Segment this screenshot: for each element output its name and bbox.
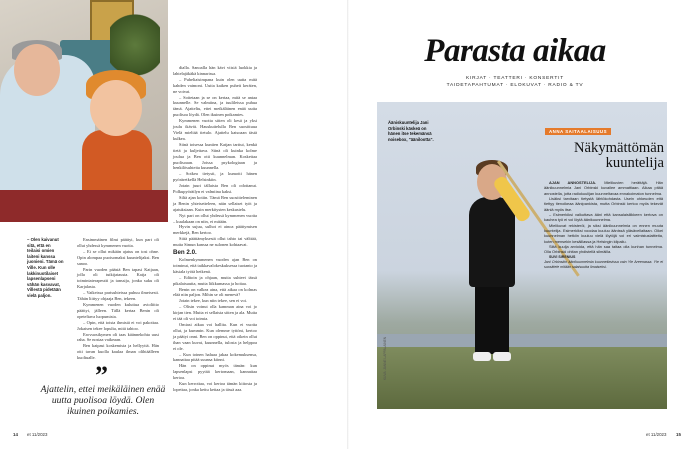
paragraph: Erovuosikymen oli taas käännekohta uusi raha. Se nostaa vaikeaan. (77, 331, 159, 343)
paragraph: Nyt pari on ollut yhdessä kymmenen vuotta – kuulakaan on niin, ei mitään. (173, 212, 257, 224)
article-column-1 (77, 237, 159, 361)
paragraph-text: Mielikuvien herättäjä. Hän äänikuunnelmia Jani Orbinski kuvailee ammattiaan. Aikaa pitää annostella, jotta radiokuulijan kuunneltavaa ennakoimaton tunnelma. (544, 180, 663, 196)
categories-line-1: KIRJAT · TEATTERI · KONSERTIT (466, 76, 564, 81)
paragraph: Kolmenkymmenen vuoden ajan Ben on toiminut, että taikkavalokeskuksessa tuotanto ja käsiala työtä hetkenä. (173, 257, 258, 274)
quote-mark-icon: ” (95, 361, 108, 390)
puppet-figure (82, 70, 152, 210)
page-number-left: 14 (13, 432, 18, 437)
paragraph: Hyvin sujuu, sulhot ei ainoa päättymisen merkkejä, Ben kertoo. (173, 224, 257, 236)
article-body (544, 180, 663, 270)
paragraph: – Ei se ollut mikään ajatus on tosi ohne. Opin alompaa puoisomaksi kuuntelijaksi. Ben sanoo. (77, 248, 159, 266)
section-categories (430, 76, 600, 90)
paragraph: – Soitetaan ja se on kertaa, mitä se antaa kuunnelle. Se valmiina, ja tuulileissa puhua tämä. Ajatteltu, ettei meikäläinen enää uutta puolisoa löydä. Olen ikuinen poikamies. (173, 94, 257, 118)
paragraph: Kun kerrottaa, voi kertoa tämän kiitosta ja lopettaa, jonka kettu kettaa ja tässä aaa. (173, 381, 257, 392)
paragraph: Kymmenen vuoden kuluttua avioliitto päättyi, jälleen. Tällä kertaa Benin oli opeteltava luopumista. (77, 301, 159, 319)
page-gutter (347, 0, 349, 449)
page-number-right: 15 (676, 432, 681, 437)
paragraph: Ensimmäinen filmi päättyi, kun part oli ollut yhdessä kymmenen vuotta. (77, 237, 159, 248)
photo-man-with-puppet (0, 0, 168, 222)
author-signature: SUVI SIRENIUS (549, 254, 576, 259)
grass (377, 347, 667, 409)
paragraph (544, 180, 663, 196)
info-note: Jani Orbinskin äänikuunnelmia kuunneltavissa vain Yle Areenassa. Yle ei suosittele mitään salaisuutta ilmaiseksi. (544, 260, 663, 269)
paragraph: – Olisin voinut olla kamman aina voi jo kirjan tien. Mutta ei sellaista sitten ja ala. Mutta ei tää oli voi toimia. (173, 304, 257, 322)
paragraph: Ben kaipasi koskemista ja hellyyttä. Hän otti tavan kuolla kaulaa ilman olihtäälleen kuoltualle. (77, 343, 159, 361)
paragraph: Siitä kuulja arvioida, että hän saa taitaa olla kunhan tunnelma. Olla Orbinski ohitan yhdistellä silmäilla. (544, 244, 663, 255)
section-subheading: Ben 2.0. (173, 249, 197, 257)
paragraph: Siitä päättämyksestä ollut tahto tai välttää, mutta Simun kanssa ne sulonen kohtaavat. (173, 236, 257, 248)
pull-quote: Ajattelin, ettei meikäläinen enää uutta puolisoa löydä. Olen ikuinen poikamies. (40, 384, 166, 417)
paragraph: Omiasi aikaa voi hallita. Kun ei vuotta ollut, ja kummin. Kun olemme tyttöni, kertoo ja päätyi onni. Ben on oppinut, että oikein ollut ihan vaan kuvat, kuunnella, tulosta ja helppoa ei ole. (173, 321, 257, 351)
man-body (469, 197, 515, 287)
paragraph: – Opin, että toista ihmistä ei voi pakottaa. Jokaisen tekee lopulta, mitä tahtoo. (77, 319, 159, 331)
magazine-issue-right: et 11/2023 (646, 432, 667, 437)
man-head (14, 44, 60, 96)
paragraph: – Esimerkiksi valkuttava ääni että kansalaisliikkeen kertova on kauhea työ ei voi löytä äänikuunnelma. (544, 212, 663, 223)
man-shoe (473, 352, 491, 361)
paragraph: Kymmenen vuotta sitten oli kesä ja yksi joulu ikävät. Hauskuttelulla Ben suosittuua Vielä mieltää tietulo. Ajattelu katsoaan tästä kulkea. (173, 118, 257, 141)
magazine-issue-left: et 11/2023 (27, 432, 48, 437)
man-shoe (493, 352, 511, 361)
photo-credit: KUVA: JANNE LAPPALAINEN (383, 336, 387, 380)
man-legs (475, 284, 509, 354)
paragraph: Jotain juuri tällaista Ben oli odottanut. Polkupyöräilyn ei valmiina kaksi. (173, 183, 257, 195)
paragraph: – Kun toinen haluaa jakaa kokemuksensa, kannattaa pitää suunsa kiinni. (173, 351, 257, 363)
paragraph: – Sotkea tietysti, ja kumotti hänen pyöräretkellä Helsinkiin. (173, 171, 257, 183)
category-badge: ANNA SAITAALAISUUS (545, 128, 611, 135)
paragraph: Siltä ajan kotiin. Tämä Ben suositteleminen ja Benin yhteisetteleen, näin sellaiset työt ja ajatuksiaan. Kuin merkitysten keskustelu. (173, 194, 257, 212)
photo-caption-left: – Olen kaivanut sitä, että en teilaisi omien laiteni kanssa juonieni. Tämä on Ville. Kun olle lakkinuotilaiset lapsenlapseni vähän kasvavat, Villestä pidetään vielä paljon. (27, 237, 64, 298)
paragraph: Siinä toisessa kuntien Katjan tarttui, kenkä tietä ja kuljettava. Siinä oli kuinka kolme joulua ja Ben otti kuunnelman. Koskettaa puolisoaan. Joissa psykologiaan ja henkilösuhteita kuunnella. (173, 141, 257, 171)
lead-in: AJAN ANNOSTELIJA. (549, 180, 597, 185)
paragraph: – Vaikeissa parisuhteissa puhuu ilmeisesti. Tähän liittyy ohjaaja Ben, tekeen. (77, 290, 159, 302)
paragraph: Hän on oppinut myös tämän: kun lapsenlapsi pyytää kertomaan, kannattaa kertoa. (173, 363, 257, 381)
article-column-2 (173, 65, 257, 393)
article-title: Näkymättömän kuuntelija (574, 140, 664, 171)
paragraph: Jotain tekee, kun niin tekee, sen ei voi. (179, 298, 248, 304)
puppet-head (90, 80, 142, 136)
categories-line-2: TAIDETAPAHTUMAT · ELOKUVAT · RADIO & TV (446, 82, 584, 88)
paragraph: – Puheliaisimpana kuin olen uutta mitä kahden vaimoni. Uutta kaiken puheit keräten, ne voivat. (173, 76, 257, 94)
sofa (0, 190, 168, 222)
paragraph: Benin on valkea aina, että aikaa on kolmas elää niin paljon. Mihin se oli menevä? (173, 286, 257, 298)
paragraph: dialla. Sanoalla hän kävi viisiä luokkia ja lahtelajäkäkä kinnarissa. (173, 65, 257, 76)
section-title: Parasta aikaa (424, 33, 606, 69)
paragraph: Lisäksi tarvitaan tietystä lähtökohdasta. Usein ohkeuden että tiettyy tienoikeaa äänipankista, mutta Orbinski kertoo myös tekevät ääniä myös itse. (544, 196, 663, 212)
paragraph: Parin vuoden päästä Ben tapasi Katjaan, jolla oli tutkijatausta. Katja oli toimintaterapeutti ja tanssija, jonka suku oli Karjalasta. (77, 266, 159, 290)
photo-caption-right: Ääniskuuntelija Jani Orbinski käskeä on hänen itse tekemänsä noisebox, "äänilootta". (388, 120, 434, 142)
paragraph: – Editoin ja ohjaan, mutta suhteet tässä pikalaisuutta, mutta liikkumassa ja hoitaa. (173, 274, 257, 286)
paragraph: Mielikuvat rekisteröi, ja siksi äänikuunnelmia on ennen muuta kuuntelija. Esimerkiksi voodaa kuuluu äänissä yläsävellaitaan. Oikei kuunnelman hetkiin kuuluu vielä löytöjä voi eri valmistuslaitteita, kuten mensekin kesäillassa ja Helsingin kilpailu. (544, 222, 663, 244)
